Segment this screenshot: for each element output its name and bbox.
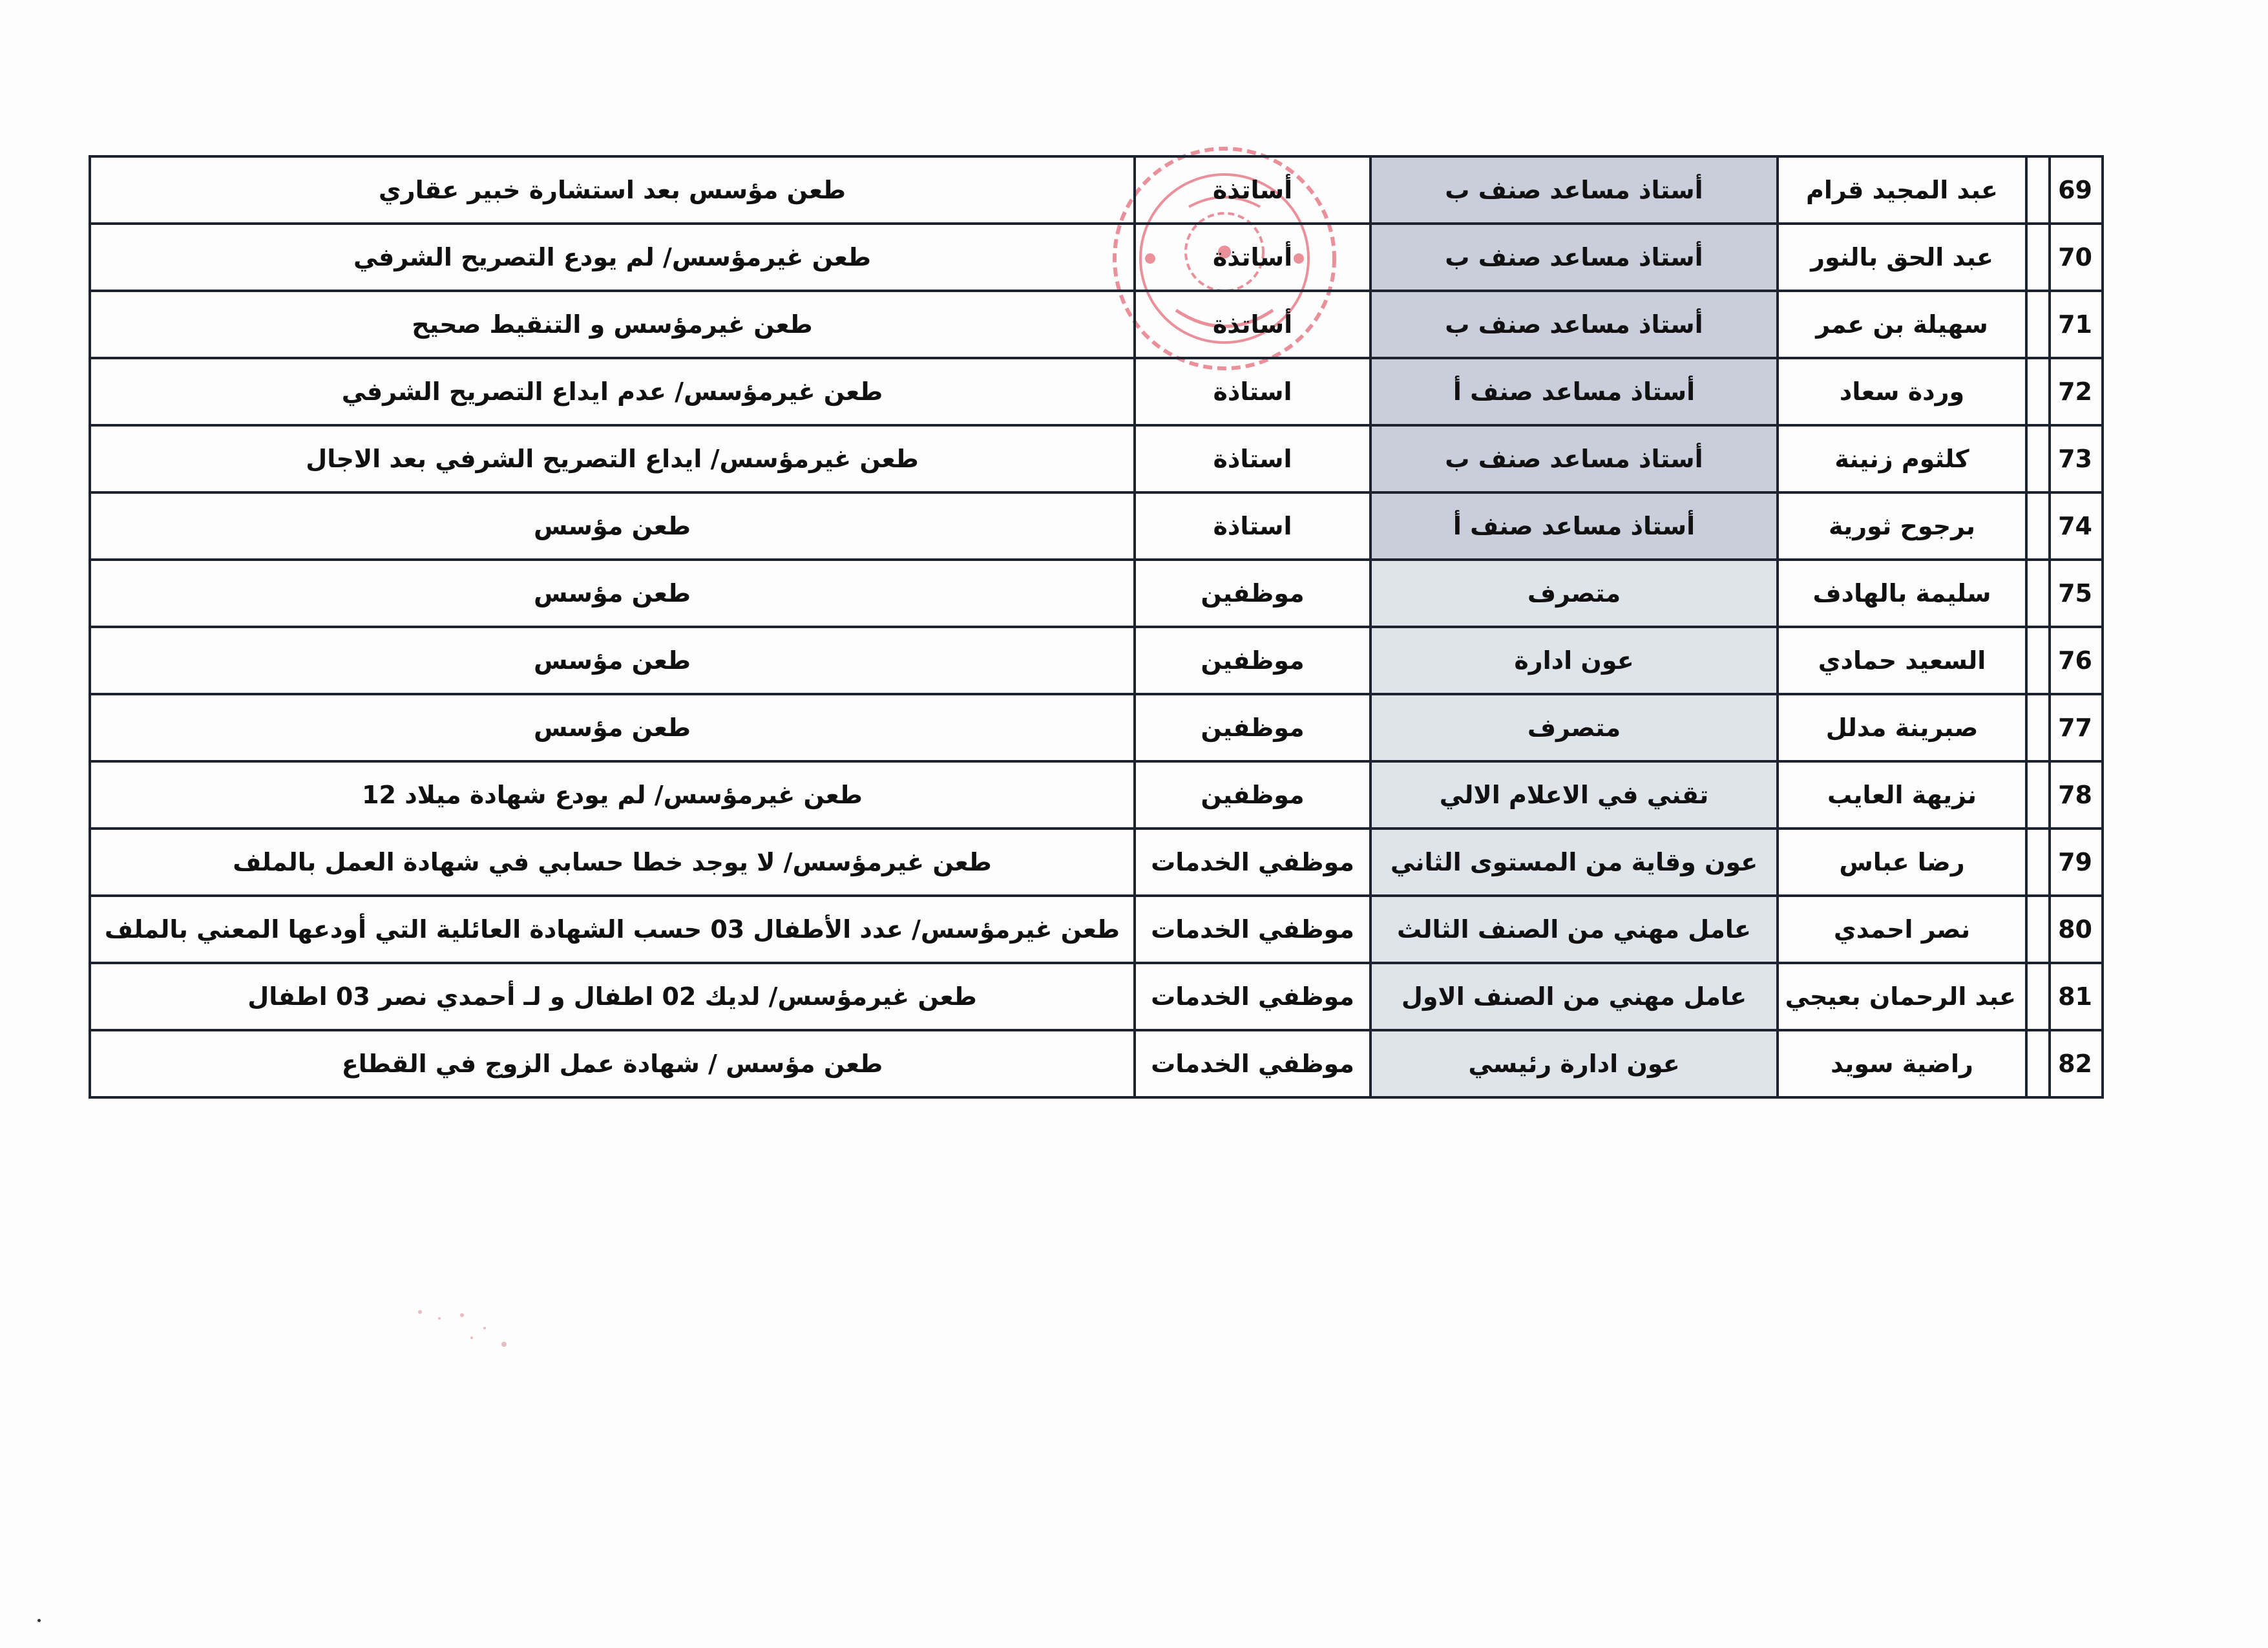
row-spacer bbox=[2026, 627, 2050, 694]
row-number: 79 bbox=[2050, 829, 2103, 896]
appeals-table bbox=[89, 155, 2101, 1099]
employee-category: استاذة bbox=[1135, 425, 1370, 492]
appeal-decision: طعن مؤسس بعد استشارة خبير عقاري bbox=[90, 156, 1135, 224]
employee-category: موظفين bbox=[1135, 694, 1370, 761]
row-number: 71 bbox=[2050, 291, 2103, 358]
appeal-decision: طعن مؤسس / شهادة عمل الزوج في القطاع bbox=[90, 1030, 1135, 1097]
employee-category: موظفي الخدمات bbox=[1135, 829, 1370, 896]
table-row bbox=[90, 224, 2103, 291]
employee-grade: أستاذ مساعد صنف ب bbox=[1370, 425, 1778, 492]
employee-category: موظفين bbox=[1135, 761, 1370, 829]
employee-name: نزيهة العايب bbox=[1778, 761, 2026, 829]
employee-grade: أستاذ مساعد صنف أ bbox=[1370, 492, 1778, 560]
employee-category: موظفين bbox=[1135, 560, 1370, 627]
appeal-decision: طعن غيرمؤسس/ لم يودع التصريح الشرفي bbox=[90, 224, 1135, 291]
employee-grade: عون ادارة bbox=[1370, 627, 1778, 694]
table-row bbox=[90, 896, 2103, 963]
table-row bbox=[90, 694, 2103, 761]
employee-grade: أستاذ مساعد صنف ب bbox=[1370, 224, 1778, 291]
table-row bbox=[90, 425, 2103, 492]
employee-category: استاذة bbox=[1135, 358, 1370, 425]
employee-grade: عون ادارة رئيسي bbox=[1370, 1030, 1778, 1097]
ink-smudge bbox=[401, 1299, 523, 1357]
page-mark bbox=[37, 1619, 41, 1622]
employee-grade: عون وقاية من المستوى الثاني bbox=[1370, 829, 1778, 896]
appeal-decision: طعن غيرمؤسس/ عدم ايداع التصريح الشرفي bbox=[90, 358, 1135, 425]
employee-name: برجوح ثورية bbox=[1778, 492, 2026, 560]
row-spacer bbox=[2026, 492, 2050, 560]
row-spacer bbox=[2026, 425, 2050, 492]
table-row bbox=[90, 627, 2103, 694]
employee-grade: تقني في الاعلام الالي bbox=[1370, 761, 1778, 829]
employee-category: استاذة bbox=[1135, 492, 1370, 560]
appeal-decision: طعن مؤسس bbox=[90, 694, 1135, 761]
appeal-decision: طعن مؤسس bbox=[90, 492, 1135, 560]
row-spacer bbox=[2026, 829, 2050, 896]
table-row bbox=[90, 358, 2103, 425]
employee-category: موظفين bbox=[1135, 627, 1370, 694]
employee-category: أساتذة bbox=[1135, 156, 1370, 224]
row-number: 81 bbox=[2050, 963, 2103, 1030]
row-spacer bbox=[2026, 358, 2050, 425]
row-spacer bbox=[2026, 694, 2050, 761]
employee-category: أساتذة bbox=[1135, 224, 1370, 291]
table-row bbox=[90, 963, 2103, 1030]
employee-name: عبد الحق بالنور bbox=[1778, 224, 2026, 291]
appeal-decision: طعن غيرمؤسس/ ايداع التصريح الشرفي بعد الاجال bbox=[90, 425, 1135, 492]
employee-name: عبد الرحمان بعيجي bbox=[1778, 963, 2026, 1030]
row-spacer bbox=[2026, 1030, 2050, 1097]
appeal-decision: طعن غيرمؤسس/ عدد الأطفال 03 حسب الشهادة العائلية التي أودعها المعني بالملف bbox=[90, 896, 1135, 963]
row-number: 80 bbox=[2050, 896, 2103, 963]
appeal-decision: طعن غيرمؤسس/ لديك 02 اطفال و لـ أحمدي نصر 03 اطفال bbox=[90, 963, 1135, 1030]
appeal-decision: طعن غيرمؤسس/ لا يوجد خطا حسابي في شهادة العمل بالملف bbox=[90, 829, 1135, 896]
employee-grade: عامل مهني من الصنف الثالث bbox=[1370, 896, 1778, 963]
employee-grade: متصرف bbox=[1370, 560, 1778, 627]
row-spacer bbox=[2026, 156, 2050, 224]
employee-category: أساتذة bbox=[1135, 291, 1370, 358]
row-number: 75 bbox=[2050, 560, 2103, 627]
employee-grade: أستاذ مساعد صنف أ bbox=[1370, 358, 1778, 425]
employee-name: السعيد حمادي bbox=[1778, 627, 2026, 694]
employee-category: موظفي الخدمات bbox=[1135, 896, 1370, 963]
row-spacer bbox=[2026, 963, 2050, 1030]
row-number: 74 bbox=[2050, 492, 2103, 560]
employee-name: سليمة بالهادف bbox=[1778, 560, 2026, 627]
row-number: 77 bbox=[2050, 694, 2103, 761]
row-number: 69 bbox=[2050, 156, 2103, 224]
employee-name: عبد المجيد قرام bbox=[1778, 156, 2026, 224]
table-row bbox=[90, 761, 2103, 829]
employee-grade: أستاذ مساعد صنف ب bbox=[1370, 156, 1778, 224]
employee-grade: أستاذ مساعد صنف ب bbox=[1370, 291, 1778, 358]
employee-grade: عامل مهني من الصنف الاول bbox=[1370, 963, 1778, 1030]
row-number: 82 bbox=[2050, 1030, 2103, 1097]
employee-name: وردة سعاد bbox=[1778, 358, 2026, 425]
row-spacer bbox=[2026, 896, 2050, 963]
employee-name: رضا عباس bbox=[1778, 829, 2026, 896]
appeal-decision: طعن مؤسس bbox=[90, 560, 1135, 627]
employee-name: صبرينة مدلل bbox=[1778, 694, 2026, 761]
appeal-decision: طعن غيرمؤسس و التنقيط صحيح bbox=[90, 291, 1135, 358]
row-number: 70 bbox=[2050, 224, 2103, 291]
employee-grade: متصرف bbox=[1370, 694, 1778, 761]
employee-name: راضية سويد bbox=[1778, 1030, 2026, 1097]
row-number: 72 bbox=[2050, 358, 2103, 425]
employee-name: سهيلة بن عمر bbox=[1778, 291, 2026, 358]
row-number: 78 bbox=[2050, 761, 2103, 829]
appeal-decision: طعن غيرمؤسس/ لم يودع شهادة ميلاد 12 bbox=[90, 761, 1135, 829]
row-spacer bbox=[2026, 560, 2050, 627]
row-number: 73 bbox=[2050, 425, 2103, 492]
row-number: 76 bbox=[2050, 627, 2103, 694]
employee-name: كلثوم زنينة bbox=[1778, 425, 2026, 492]
employee-name: نصر احمدي bbox=[1778, 896, 2026, 963]
employee-category: موظفي الخدمات bbox=[1135, 963, 1370, 1030]
table-row bbox=[90, 560, 2103, 627]
table-row bbox=[90, 492, 2103, 560]
row-spacer bbox=[2026, 291, 2050, 358]
table-row bbox=[90, 156, 2103, 224]
row-spacer bbox=[2026, 224, 2050, 291]
table-row bbox=[90, 829, 2103, 896]
employee-category: موظفي الخدمات bbox=[1135, 1030, 1370, 1097]
appeal-decision: طعن مؤسس bbox=[90, 627, 1135, 694]
row-spacer bbox=[2026, 761, 2050, 829]
table-row bbox=[90, 291, 2103, 358]
table-row bbox=[90, 1030, 2103, 1097]
